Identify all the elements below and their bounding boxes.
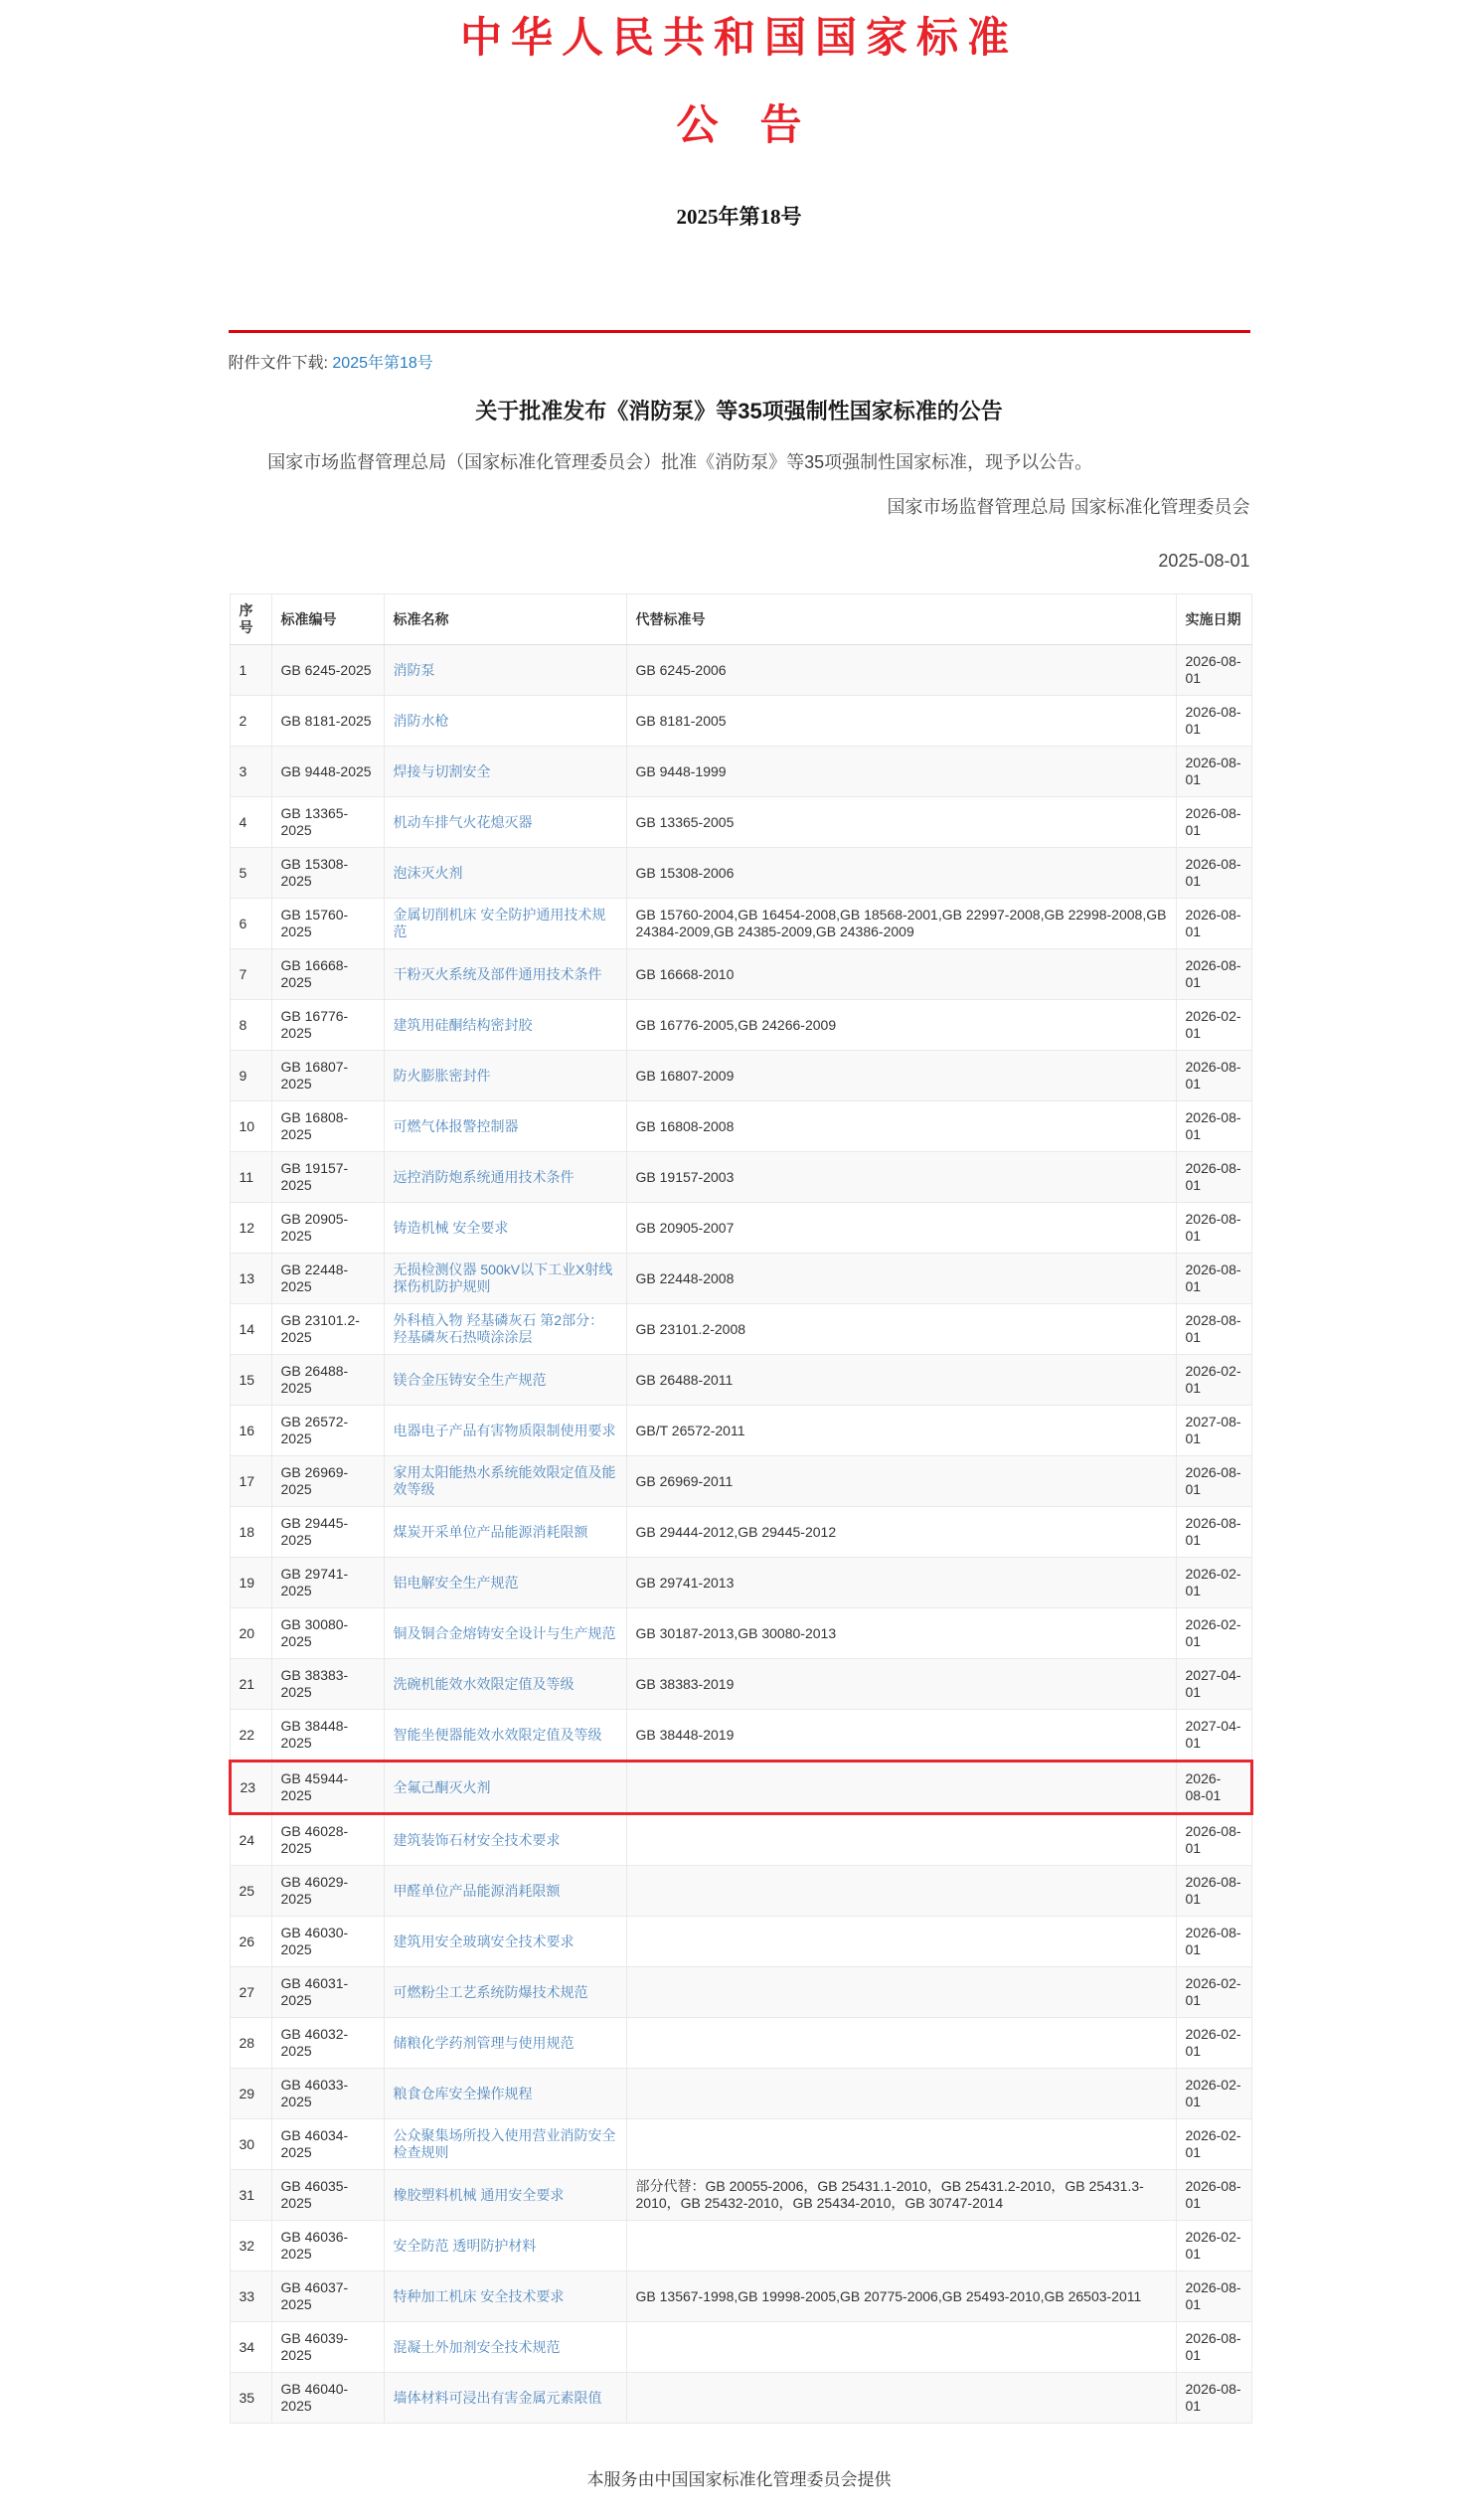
cell-implementation-date: 2026-02-01 <box>1176 1608 1251 1659</box>
cell-index: 17 <box>230 1456 271 1507</box>
cell-standard-name <box>384 2271 626 2322</box>
cell-standard-name <box>384 1456 626 1507</box>
table-row <box>230 1814 1251 1866</box>
cell-replaced-codes: GB 29444-2012,GB 29445-2012 <box>626 1507 1176 1558</box>
table-row <box>230 1101 1251 1152</box>
cell-standard-code: GB 15760-2025 <box>271 899 384 949</box>
standard-name-link[interactable]: 防火膨胀密封件 <box>393 1067 491 1084</box>
cell-standard-code: GB 45944-2025 <box>271 1762 384 1814</box>
cell-implementation-date: 2026-08-01 <box>1176 1814 1251 1866</box>
standard-name-link[interactable]: 外科植入物 羟基磷灰石 第2部分：羟基磷灰石热喷涂涂层 <box>393 1312 604 1345</box>
publish-date: 2025-08-01 <box>1158 551 1250 571</box>
standard-name-link[interactable]: 全氟己酮灭火剂 <box>393 1778 491 1795</box>
table-row <box>230 1304 1251 1355</box>
cell-standard-name <box>384 1608 626 1659</box>
cell-implementation-date: 2026-08-01 <box>1176 1051 1251 1101</box>
cell-replaced-codes <box>626 2322 1176 2373</box>
cell-standard-code: GB 46031-2025 <box>271 1967 384 2018</box>
cell-standard-code: GB 16668-2025 <box>271 949 384 1000</box>
cell-standard-name <box>384 2170 626 2221</box>
cell-index: 21 <box>230 1659 271 1710</box>
cell-standard-name <box>384 1866 626 1917</box>
cell-index: 29 <box>230 2069 271 2119</box>
table-row <box>230 2271 1251 2322</box>
cell-replaced-codes: GB/T 26572-2011 <box>626 1406 1176 1456</box>
cell-replaced-codes: GB 16668-2010 <box>626 949 1176 1000</box>
cell-standard-code: GB 46028-2025 <box>271 1814 384 1866</box>
table-header-row <box>230 594 1251 645</box>
attachment-label: 附件文件下载: <box>228 355 328 372</box>
cell-index: 34 <box>230 2322 271 2373</box>
standard-name-link[interactable]: 泡沫灭火剂 <box>393 864 463 881</box>
cell-implementation-date: 2027-04-01 <box>1176 1710 1251 1762</box>
cell-standard-code: GB 46033-2025 <box>271 2069 384 2119</box>
cell-replaced-codes: GB 15760-2004,GB 16454-2008,GB 18568-2001,GB 22997-2008,GB 22998-2008,GB 24384-2009,GB 24385-2009,GB 24386-2009 <box>626 899 1176 949</box>
cell-standard-code: GB 15308-2025 <box>271 848 384 899</box>
page-subtitle: 公 告 <box>676 103 802 149</box>
cell-replaced-codes: GB 16808-2008 <box>626 1101 1176 1152</box>
cell-replaced-codes <box>626 2221 1176 2271</box>
cell-index: 13 <box>230 1254 271 1304</box>
cell-index: 10 <box>230 1101 271 1152</box>
cell-index: 16 <box>230 1406 271 1456</box>
standard-name-link[interactable]: 甲醛单位产品能源消耗限额 <box>393 1882 561 1899</box>
cell-index: 20 <box>230 1608 271 1659</box>
cell-implementation-date: 2026-08-01 <box>1176 797 1251 848</box>
cell-standard-name <box>384 899 626 949</box>
column-header-code: 标准编号 <box>271 594 384 645</box>
cell-replaced-codes <box>626 1762 1176 1814</box>
cell-implementation-date: 2026-08-01 <box>1176 1456 1251 1507</box>
cell-standard-name <box>384 2221 626 2271</box>
cell-replaced-codes <box>626 1967 1176 2018</box>
standard-name-link[interactable]: 洗碗机能效水效限定值及等级 <box>393 1675 575 1692</box>
cell-standard-code: GB 22448-2025 <box>271 1254 384 1304</box>
cell-replaced-codes: GB 38448-2019 <box>626 1710 1176 1762</box>
standard-name-link[interactable]: 无损检测仪器 500kV以下工业X射线探伤机防护规则 <box>393 1261 613 1294</box>
cell-index: 23 <box>230 1762 271 1814</box>
cell-standard-code: GB 16808-2025 <box>271 1101 384 1152</box>
cell-replaced-codes: GB 20905-2007 <box>626 1203 1176 1254</box>
cell-implementation-date: 2026-08-01 <box>1176 1203 1251 1254</box>
standard-name-link[interactable]: 粮食仓库安全操作规程 <box>393 2085 533 2101</box>
column-header-date: 实施日期 <box>1176 594 1251 645</box>
cell-replaced-codes: GB 15308-2006 <box>626 848 1176 899</box>
cell-implementation-date: 2026-08-01 <box>1176 1917 1251 1967</box>
cell-implementation-date: 2026-02-01 <box>1176 2221 1251 2271</box>
cell-index: 30 <box>230 2119 271 2170</box>
cell-replaced-codes: GB 16807-2009 <box>626 1051 1176 1101</box>
issuing-authority: 国家市场监督管理总局 国家标准化管理委员会 <box>887 497 1250 517</box>
document-body-paragraph: 国家市场监督管理总局（国家标准化管理委员会）批准《消防泵》等35项强制性国家标准，现予以公告。 <box>267 452 1093 472</box>
cell-implementation-date: 2026-02-01 <box>1176 2119 1251 2170</box>
table-row <box>230 1000 1251 1051</box>
table-row <box>230 848 1251 899</box>
table-row <box>230 1608 1251 1659</box>
cell-standard-name <box>384 1203 626 1254</box>
cell-standard-name <box>384 1051 626 1101</box>
cell-implementation-date: 2027-08-01 <box>1176 1406 1251 1456</box>
cell-standard-name <box>384 696 626 747</box>
cell-standard-name <box>384 747 626 797</box>
cell-replaced-codes: GB 19157-2003 <box>626 1152 1176 1203</box>
cell-index: 31 <box>230 2170 271 2221</box>
table-row <box>230 2322 1251 2373</box>
cell-replaced-codes: GB 26969-2011 <box>626 1456 1176 1507</box>
cell-index: 28 <box>230 2018 271 2069</box>
cell-implementation-date: 2026-08-01 <box>1176 2271 1251 2322</box>
cell-standard-code: GB 29741-2025 <box>271 1558 384 1608</box>
cell-replaced-codes: GB 13365-2005 <box>626 797 1176 848</box>
table-row <box>230 1967 1251 2018</box>
table-row <box>230 1254 1251 1304</box>
standard-name-link[interactable]: 焊接与切割安全 <box>393 762 491 779</box>
cell-implementation-date: 2026-02-01 <box>1176 1355 1251 1406</box>
cell-standard-code: GB 26572-2025 <box>271 1406 384 1456</box>
table-row <box>230 2373 1251 2424</box>
cell-implementation-date: 2026-02-01 <box>1176 2069 1251 2119</box>
cell-replaced-codes: GB 29741-2013 <box>626 1558 1176 1608</box>
cell-replaced-codes: GB 16776-2005,GB 24266-2009 <box>626 1000 1176 1051</box>
cell-implementation-date: 2026-08-01 <box>1176 1152 1251 1203</box>
cell-index: 24 <box>230 1814 271 1866</box>
standard-name-link[interactable]: 建筑装饰石材安全技术要求 <box>393 1831 561 1848</box>
cell-index: 25 <box>230 1866 271 1917</box>
table-row <box>230 1507 1251 1558</box>
cell-standard-code: GB 46037-2025 <box>271 2271 384 2322</box>
cell-standard-code: GB 26488-2025 <box>271 1355 384 1406</box>
cell-standard-name <box>384 2069 626 2119</box>
table-row <box>230 2018 1251 2069</box>
cell-standard-name <box>384 1507 626 1558</box>
standards-table <box>229 593 1253 2424</box>
cell-implementation-date: 2026-08-01 <box>1176 1254 1251 1304</box>
cell-standard-code: GB 13365-2025 <box>271 797 384 848</box>
cell-replaced-codes <box>626 2373 1176 2424</box>
cell-replaced-codes: GB 13567-1998,GB 19998-2005,GB 20775-2006,GB 25493-2010,GB 26503-2011 <box>626 2271 1176 2322</box>
cell-index: 15 <box>230 1355 271 1406</box>
cell-standard-code: GB 8181-2025 <box>271 696 384 747</box>
cell-standard-code: GB 6245-2025 <box>271 645 384 696</box>
cell-standard-name <box>384 645 626 696</box>
cell-standard-code: GB 46039-2025 <box>271 2322 384 2373</box>
table-row <box>230 1051 1251 1101</box>
table-row <box>230 2069 1251 2119</box>
cell-replaced-codes <box>626 2018 1176 2069</box>
standard-name-link[interactable]: 建筑用硅酮结构密封胶 <box>393 1016 533 1033</box>
cell-index: 32 <box>230 2221 271 2271</box>
table-row-highlighted <box>230 1762 1251 1814</box>
standard-name-link[interactable]: 混凝土外加剂安全技术规范 <box>393 2338 561 2355</box>
cell-standard-name <box>384 2373 626 2424</box>
cell-standard-name <box>384 797 626 848</box>
cell-standard-code: GB 46032-2025 <box>271 2018 384 2069</box>
column-header-index: 序号 <box>230 594 271 645</box>
cell-implementation-date: 2026-02-01 <box>1176 1558 1251 1608</box>
cell-replaced-codes: GB 8181-2005 <box>626 696 1176 747</box>
table-row <box>230 747 1251 797</box>
table-row <box>230 1558 1251 1608</box>
cell-index: 4 <box>230 797 271 848</box>
cell-index: 7 <box>230 949 271 1000</box>
standard-name-link[interactable]: 铸造机械 安全要求 <box>393 1219 509 1236</box>
cell-standard-code: GB 9448-2025 <box>271 747 384 797</box>
cell-replaced-codes <box>626 1917 1176 1967</box>
cell-standard-code: GB 19157-2025 <box>271 1152 384 1203</box>
cell-implementation-date: 2026-08-01 <box>1176 2170 1251 2221</box>
cell-standard-code: GB 46036-2025 <box>271 2221 384 2271</box>
table-row <box>230 899 1251 949</box>
cell-standard-code: GB 30080-2025 <box>271 1608 384 1659</box>
standard-name-link[interactable]: 建筑用安全玻璃安全技术要求 <box>393 1932 575 1949</box>
cell-index: 8 <box>230 1000 271 1051</box>
table-row <box>230 1355 1251 1406</box>
cell-implementation-date: 2026-02-01 <box>1176 1000 1251 1051</box>
cell-implementation-date: 2026-08-01 <box>1176 899 1251 949</box>
document-title: 关于批准发布《消防泵》等35项强制性国家标准的公告 <box>475 399 1003 423</box>
table-body <box>230 645 1251 2424</box>
standard-name-link[interactable]: 公众聚集场所投入使用营业消防安全检查规则 <box>393 2127 616 2160</box>
cell-index: 6 <box>230 899 271 949</box>
cell-index: 9 <box>230 1051 271 1101</box>
cell-implementation-date: 2028-08-01 <box>1176 1304 1251 1355</box>
cell-replaced-codes: GB 9448-1999 <box>626 747 1176 797</box>
column-header-name: 标准名称 <box>384 594 626 645</box>
cell-index: 1 <box>230 645 271 696</box>
standard-name-link[interactable]: 智能坐便器能效水效限定值及等级 <box>393 1726 602 1743</box>
page-title: 中华人民共和国国家标准 <box>459 16 1018 62</box>
cell-standard-name <box>384 1355 626 1406</box>
cell-standard-code: GB 38383-2025 <box>271 1659 384 1710</box>
standard-name-link[interactable]: 消防泵 <box>393 661 435 678</box>
announcement-page <box>229 0 1250 2490</box>
cell-index: 19 <box>230 1558 271 1608</box>
standard-name-link[interactable]: 可燃气体报警控制器 <box>393 1117 519 1134</box>
standard-name-link[interactable]: 铝电解安全生产规范 <box>393 1574 519 1591</box>
issue-number: 2025年第18号 <box>676 205 802 229</box>
table-row <box>230 2221 1251 2271</box>
cell-standard-name <box>384 1101 626 1152</box>
standard-name-link[interactable]: 消防水枪 <box>393 712 449 729</box>
cell-index: 18 <box>230 1507 271 1558</box>
table-row <box>230 1917 1251 1967</box>
cell-standard-name <box>384 1254 626 1304</box>
table-row <box>230 1710 1251 1762</box>
attachment-download-row <box>229 341 1250 373</box>
table-row <box>230 949 1251 1000</box>
standard-name-link[interactable]: 电器电子产品有害物质限制使用要求 <box>393 1422 616 1438</box>
cell-standard-name <box>384 1000 626 1051</box>
cell-index: 12 <box>230 1203 271 1254</box>
cell-index: 33 <box>230 2271 271 2322</box>
cell-index: 26 <box>230 1917 271 1967</box>
cell-implementation-date: 2026-08-01 <box>1176 2322 1251 2373</box>
cell-standard-name <box>384 1917 626 1967</box>
standard-name-link[interactable]: 镁合金压铸安全生产规范 <box>393 1371 547 1388</box>
standard-name-link[interactable]: 特种加工机床 安全技术要求 <box>393 2287 565 2304</box>
cell-standard-name <box>384 2322 626 2373</box>
cell-implementation-date: 2026-02-01 <box>1176 2018 1251 2069</box>
standard-name-link[interactable]: 干粉灭火系统及部件通用技术条件 <box>393 965 602 982</box>
cell-replaced-codes <box>626 2119 1176 2170</box>
cell-implementation-date: 2027-04-01 <box>1176 1659 1251 1710</box>
table-row <box>230 1866 1251 1917</box>
cell-implementation-date: 2026-08-01 <box>1176 949 1251 1000</box>
cell-standard-name <box>384 1762 626 1814</box>
standard-name-link[interactable]: 储粮化学药剂管理与使用规范 <box>393 2034 575 2051</box>
site-footer-text: 本服务由中国国家标准化管理委员会提供 <box>586 2470 892 2489</box>
cell-implementation-date: 2026-02-01 <box>1176 1967 1251 2018</box>
cell-standard-code: GB 29445-2025 <box>271 1507 384 1558</box>
standard-name-link[interactable]: 铜及铜合金熔铸安全设计与生产规范 <box>393 1624 616 1641</box>
cell-implementation-date: 2026-08-01 <box>1176 747 1251 797</box>
cell-standard-name <box>384 1967 626 2018</box>
cell-standard-name <box>384 1710 626 1762</box>
standard-name-link[interactable]: 可燃粉尘工艺系统防爆技术规范 <box>393 1983 588 2000</box>
attachment-download-link[interactable]: 2025年第18号 <box>332 355 433 372</box>
cell-implementation-date: 2026-08-01 <box>1176 2373 1251 2424</box>
cell-standard-name <box>384 1558 626 1608</box>
cell-standard-name <box>384 848 626 899</box>
cell-standard-code: GB 46034-2025 <box>271 2119 384 2170</box>
cell-index: 3 <box>230 747 271 797</box>
cell-standard-code: GB 46035-2025 <box>271 2170 384 2221</box>
table-row <box>230 797 1251 848</box>
cell-index: 14 <box>230 1304 271 1355</box>
cell-index: 5 <box>230 848 271 899</box>
standard-name-link[interactable]: 金属切削机床 安全防护通用技术规范 <box>393 907 606 939</box>
cell-implementation-date: 2026-08-01 <box>1176 1101 1251 1152</box>
cell-implementation-date: 2026-08-01 <box>1176 696 1251 747</box>
cell-implementation-date: 2026-08-01 <box>1176 645 1251 696</box>
cell-replaced-codes: GB 22448-2008 <box>626 1254 1176 1304</box>
cell-standard-code: GB 46040-2025 <box>271 2373 384 2424</box>
cell-index: 2 <box>230 696 271 747</box>
table-row <box>230 645 1251 696</box>
cell-index: 22 <box>230 1710 271 1762</box>
cell-replaced-codes <box>626 2069 1176 2119</box>
cell-standard-code: GB 26969-2025 <box>271 1456 384 1507</box>
cell-implementation-date: 2026-08-01 <box>1176 1866 1251 1917</box>
cell-standard-code: GB 46030-2025 <box>271 1917 384 1967</box>
cell-index: 11 <box>230 1152 271 1203</box>
table-row <box>230 1456 1251 1507</box>
cell-standard-name <box>384 2018 626 2069</box>
table-row <box>230 2170 1251 2221</box>
cell-replaced-codes <box>626 1814 1176 1866</box>
table-row <box>230 1406 1251 1456</box>
standard-name-link[interactable]: 远控消防炮系统通用技术条件 <box>393 1168 575 1185</box>
cell-standard-code: GB 16807-2025 <box>271 1051 384 1101</box>
standard-name-link[interactable]: 橡胶塑料机械 通用安全要求 <box>393 2186 565 2203</box>
cell-standard-name <box>384 1304 626 1355</box>
cell-replaced-codes <box>626 1866 1176 1917</box>
standard-name-link[interactable]: 家用太阳能热水系统能效限定值及能效等级 <box>393 1464 616 1497</box>
cell-standard-code: GB 38448-2025 <box>271 1710 384 1762</box>
column-header-replaces: 代替标准号 <box>626 594 1176 645</box>
cell-replaced-codes: GB 6245-2006 <box>626 645 1176 696</box>
cell-replaced-codes: GB 38383-2019 <box>626 1659 1176 1710</box>
cell-standard-code: GB 16776-2025 <box>271 1000 384 1051</box>
cell-replaced-codes: GB 23101.2-2008 <box>626 1304 1176 1355</box>
cell-index: 27 <box>230 1967 271 2018</box>
cell-standard-code: GB 23101.2-2025 <box>271 1304 384 1355</box>
table-row <box>230 1152 1251 1203</box>
cell-replaced-codes: GB 30187-2013,GB 30080-2013 <box>626 1608 1176 1659</box>
cell-standard-name <box>384 2119 626 2170</box>
cell-standard-code: GB 20905-2025 <box>271 1203 384 1254</box>
table-row <box>230 2119 1251 2170</box>
cell-standard-name <box>384 1659 626 1710</box>
standard-name-link[interactable]: 煤炭开采单位产品能源消耗限额 <box>393 1523 588 1540</box>
standard-name-link[interactable]: 机动车排气火花熄灭器 <box>393 813 533 830</box>
table-row <box>230 696 1251 747</box>
cell-standard-name <box>384 1406 626 1456</box>
cell-implementation-date: 2026-08-01 <box>1176 1762 1251 1814</box>
cell-implementation-date: 2026-08-01 <box>1176 848 1251 899</box>
standard-name-link[interactable]: 墙体材料可浸出有害金属元素限值 <box>393 2389 602 2406</box>
table-row <box>230 1659 1251 1710</box>
cell-implementation-date: 2026-08-01 <box>1176 1507 1251 1558</box>
cell-standard-name <box>384 1152 626 1203</box>
cell-standard-code: GB 46029-2025 <box>271 1866 384 1917</box>
standard-name-link[interactable]: 安全防范 透明防护材料 <box>393 2237 537 2254</box>
cell-standard-name <box>384 949 626 1000</box>
cell-index: 35 <box>230 2373 271 2424</box>
cell-replaced-codes: GB 26488-2011 <box>626 1355 1176 1406</box>
red-divider-line <box>229 330 1250 333</box>
cell-replaced-codes: 部分代替：GB 20055-2006，GB 25431.1-2010，GB 25431.2-2010，GB 25431.3-2010，GB 25432-2010，GB 25434-2010，GB 30747-2014 <box>626 2170 1176 2221</box>
table-row <box>230 1203 1251 1254</box>
cell-standard-name <box>384 1814 626 1866</box>
